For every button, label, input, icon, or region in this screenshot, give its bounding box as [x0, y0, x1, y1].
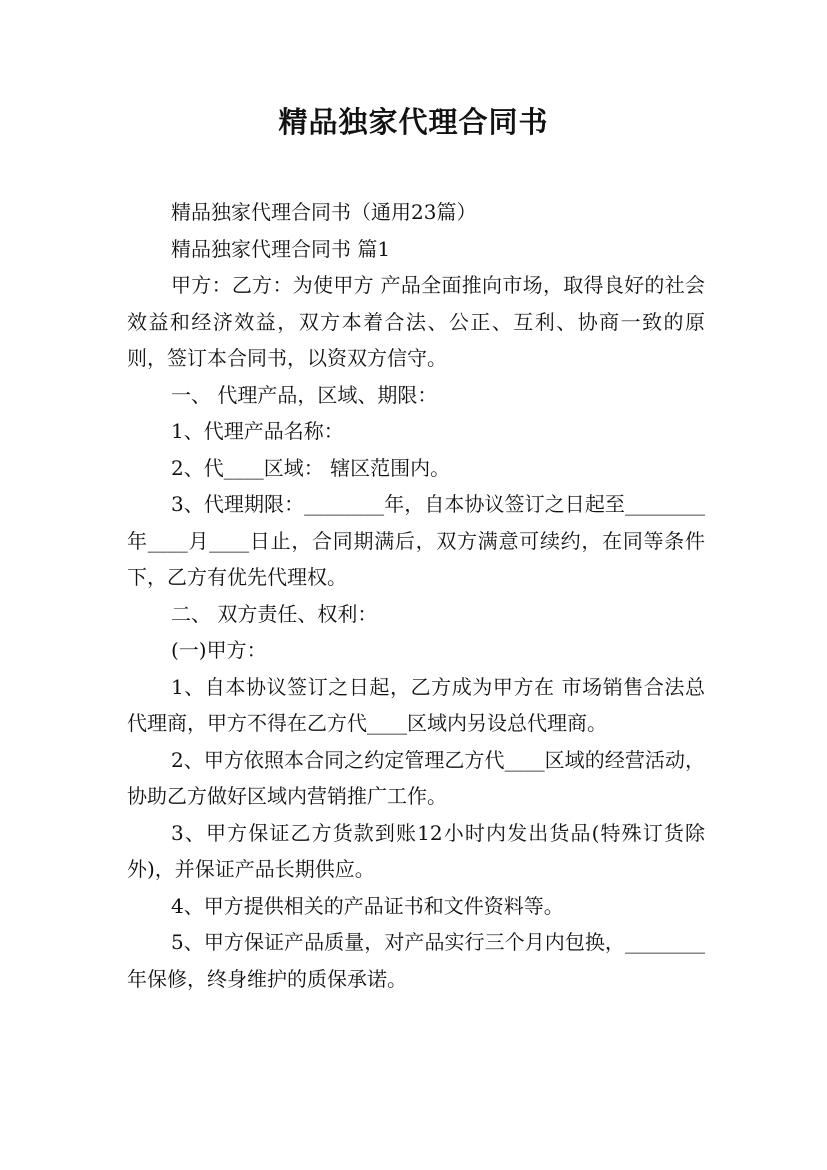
paragraph-party-a-heading: (一)甲方：: [171, 638, 267, 662]
paragraph-clause-2-heading: 二、 双方责任、权利：: [171, 601, 378, 626]
paragraph-section-heading: 精品独家代理合同书 篇1: [171, 236, 391, 261]
document-body: [127, 194, 705, 997]
paragraph-term: 3、代理期限：________年，自本协议签订之日起至________年____月____日止，合同期满后，双方满意可续约，在同等条件下，乙方有优先代理权。: [127, 492, 705, 589]
paragraph-party-a-item-5: 5、甲方保证产品质量，对产品实行三个月内包换，________年保修，终身维护的质保承诺。: [127, 930, 705, 991]
paragraph-party-a-item-3: 3、甲方保证乙方货款到账12小时内发出货品(特殊订货除外)，并保证产品长期供应。: [127, 820, 705, 881]
paragraph-clause-1-heading: 一、 代理产品，区域、期限：: [171, 382, 438, 407]
paragraph-party-a-item-2: 2、甲方依照本合同之约定管理乙方代____区域的经营活动，协助乙方做好区域内营销推广工作。: [127, 747, 705, 808]
document-title: 精品独家代理合同书: [278, 105, 549, 139]
paragraph-preamble: 甲方：乙方：为使甲方 产品全面推向市场，取得良好的社会效益和经济效益，双方本着合法、公正、互利、协商一致的原则，签订本合同书，以资双方信守。: [127, 273, 705, 370]
paragraph-product-name: 1、代理产品名称：: [171, 419, 344, 443]
paragraph-party-a-item-1: 1、自本协议签订之日起，乙方成为甲方在 市场销售合法总代理商，甲方不得在乙方代____区域内另设总代理商。: [127, 674, 705, 735]
paragraph-region: 2、代____区域： 辖区范围内。: [171, 455, 451, 480]
paragraph-subtitle: 精品独家代理合同书（通用23篇）: [171, 200, 477, 224]
paragraph-party-a-item-4: 4、甲方提供相关的产品证书和文件资料等。: [171, 893, 564, 918]
